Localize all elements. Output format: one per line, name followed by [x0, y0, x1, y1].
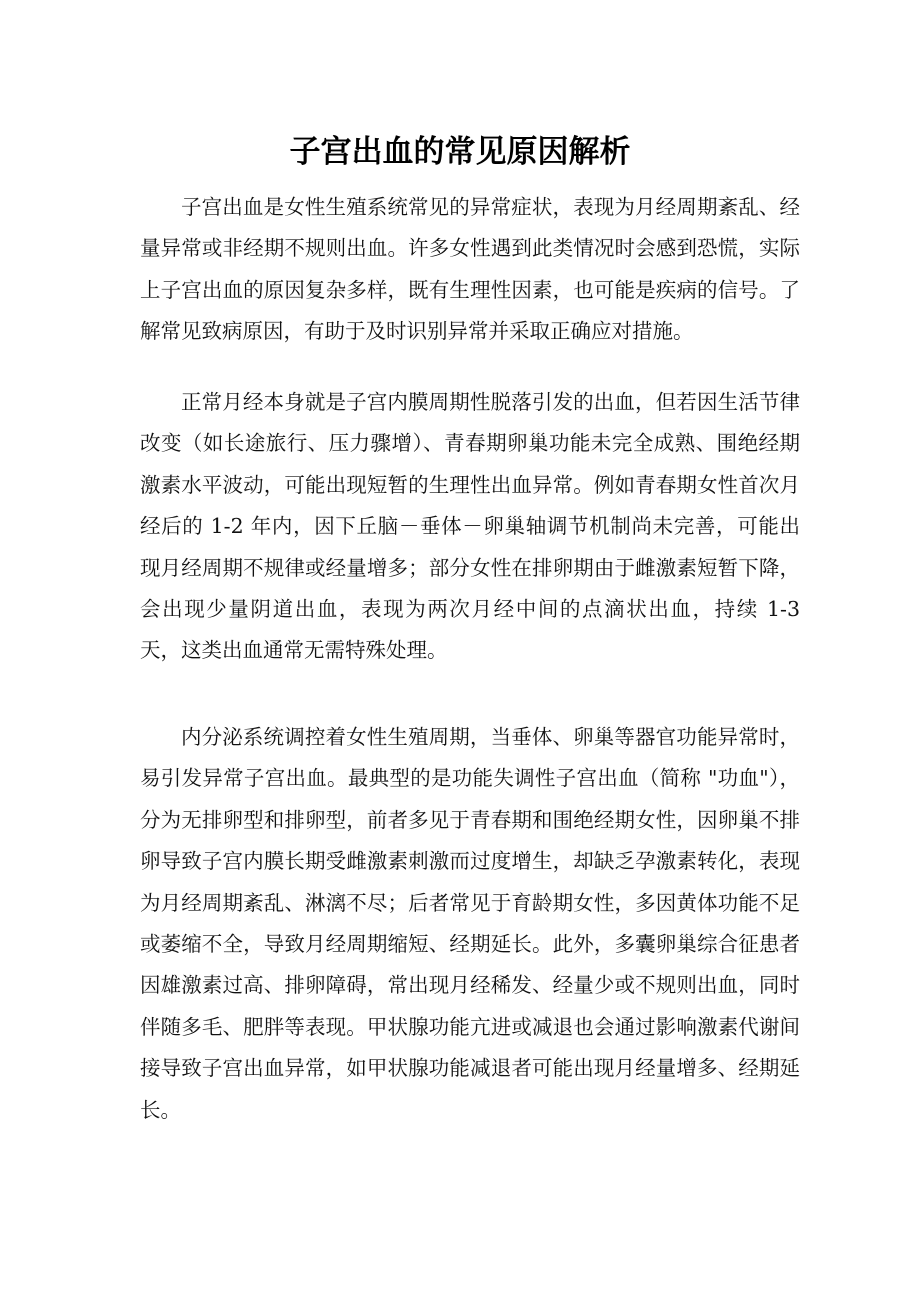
- page-title: 子宫出血的常见原因解析: [289, 134, 631, 170]
- paragraph-endocrine-causes: 内分泌系统调控着女性生殖周期，当垂体、卵巢等器官功能异常时，易引发异常子宫出血。最典型的是功能失调性子宫出血（简称 "功血"），分为无排卵型和排卵型，前者多见于青春期和围绝经期女性，因卵巢不排卵导致子宫内膜长期受雌激素刺激而过度增生，却缺乏孕激素转化，表现为月经周期紊乱、淋漓不尽；后者常见于育龄期女性，多因黄体功能不足或萎缩不全，导致月经周期缩短、经期延长。此外，多囊卵巢综合征患者因雄激素过高、排卵障碍，常出现月经稀发、经量少或不规则出血，同时伴随多毛、肥胖等表现。甲状腺功能亢进或减退也会通过影响激素代谢间接导致子宫出血异常，如甲状腺功能减退者可能出现月经量增多、经期延长。: [140, 725, 800, 1122]
- paragraph-intro: 子宫出血是女性生殖系统常见的异常症状，表现为月经周期紊乱、经量异常或非经期不规则出血。许多女性遇到此类情况时会感到恐慌，实际上子宫出血的原因复杂多样，既有生理性因素，也可能是疾病的信号。了解常见致病原因，有助于及时识别异常并采取正确应对措施。: [140, 195, 800, 344]
- paragraph-physiological-causes: 正常月经本身就是子宫内膜周期性脱落引发的出血，但若因生活节律改变（如长途旅行、压力骤增）、青春期卵巢功能未完全成熟、围绝经期激素水平波动，可能出现短暂的生理性出血异常。例如青春期女性首次月经后的 1-2 年内，因下丘脑－垂体－卵巢轴调节机制尚未完善，可能出现月经周期不规律或经量增多；部分女性在排卵期由于雌激素短暂下降，会出现少量阴道出血，表现为两次月经中间的点滴状出血，持续 1-3 天，这类出血通常无需特殊处理。: [140, 390, 800, 663]
